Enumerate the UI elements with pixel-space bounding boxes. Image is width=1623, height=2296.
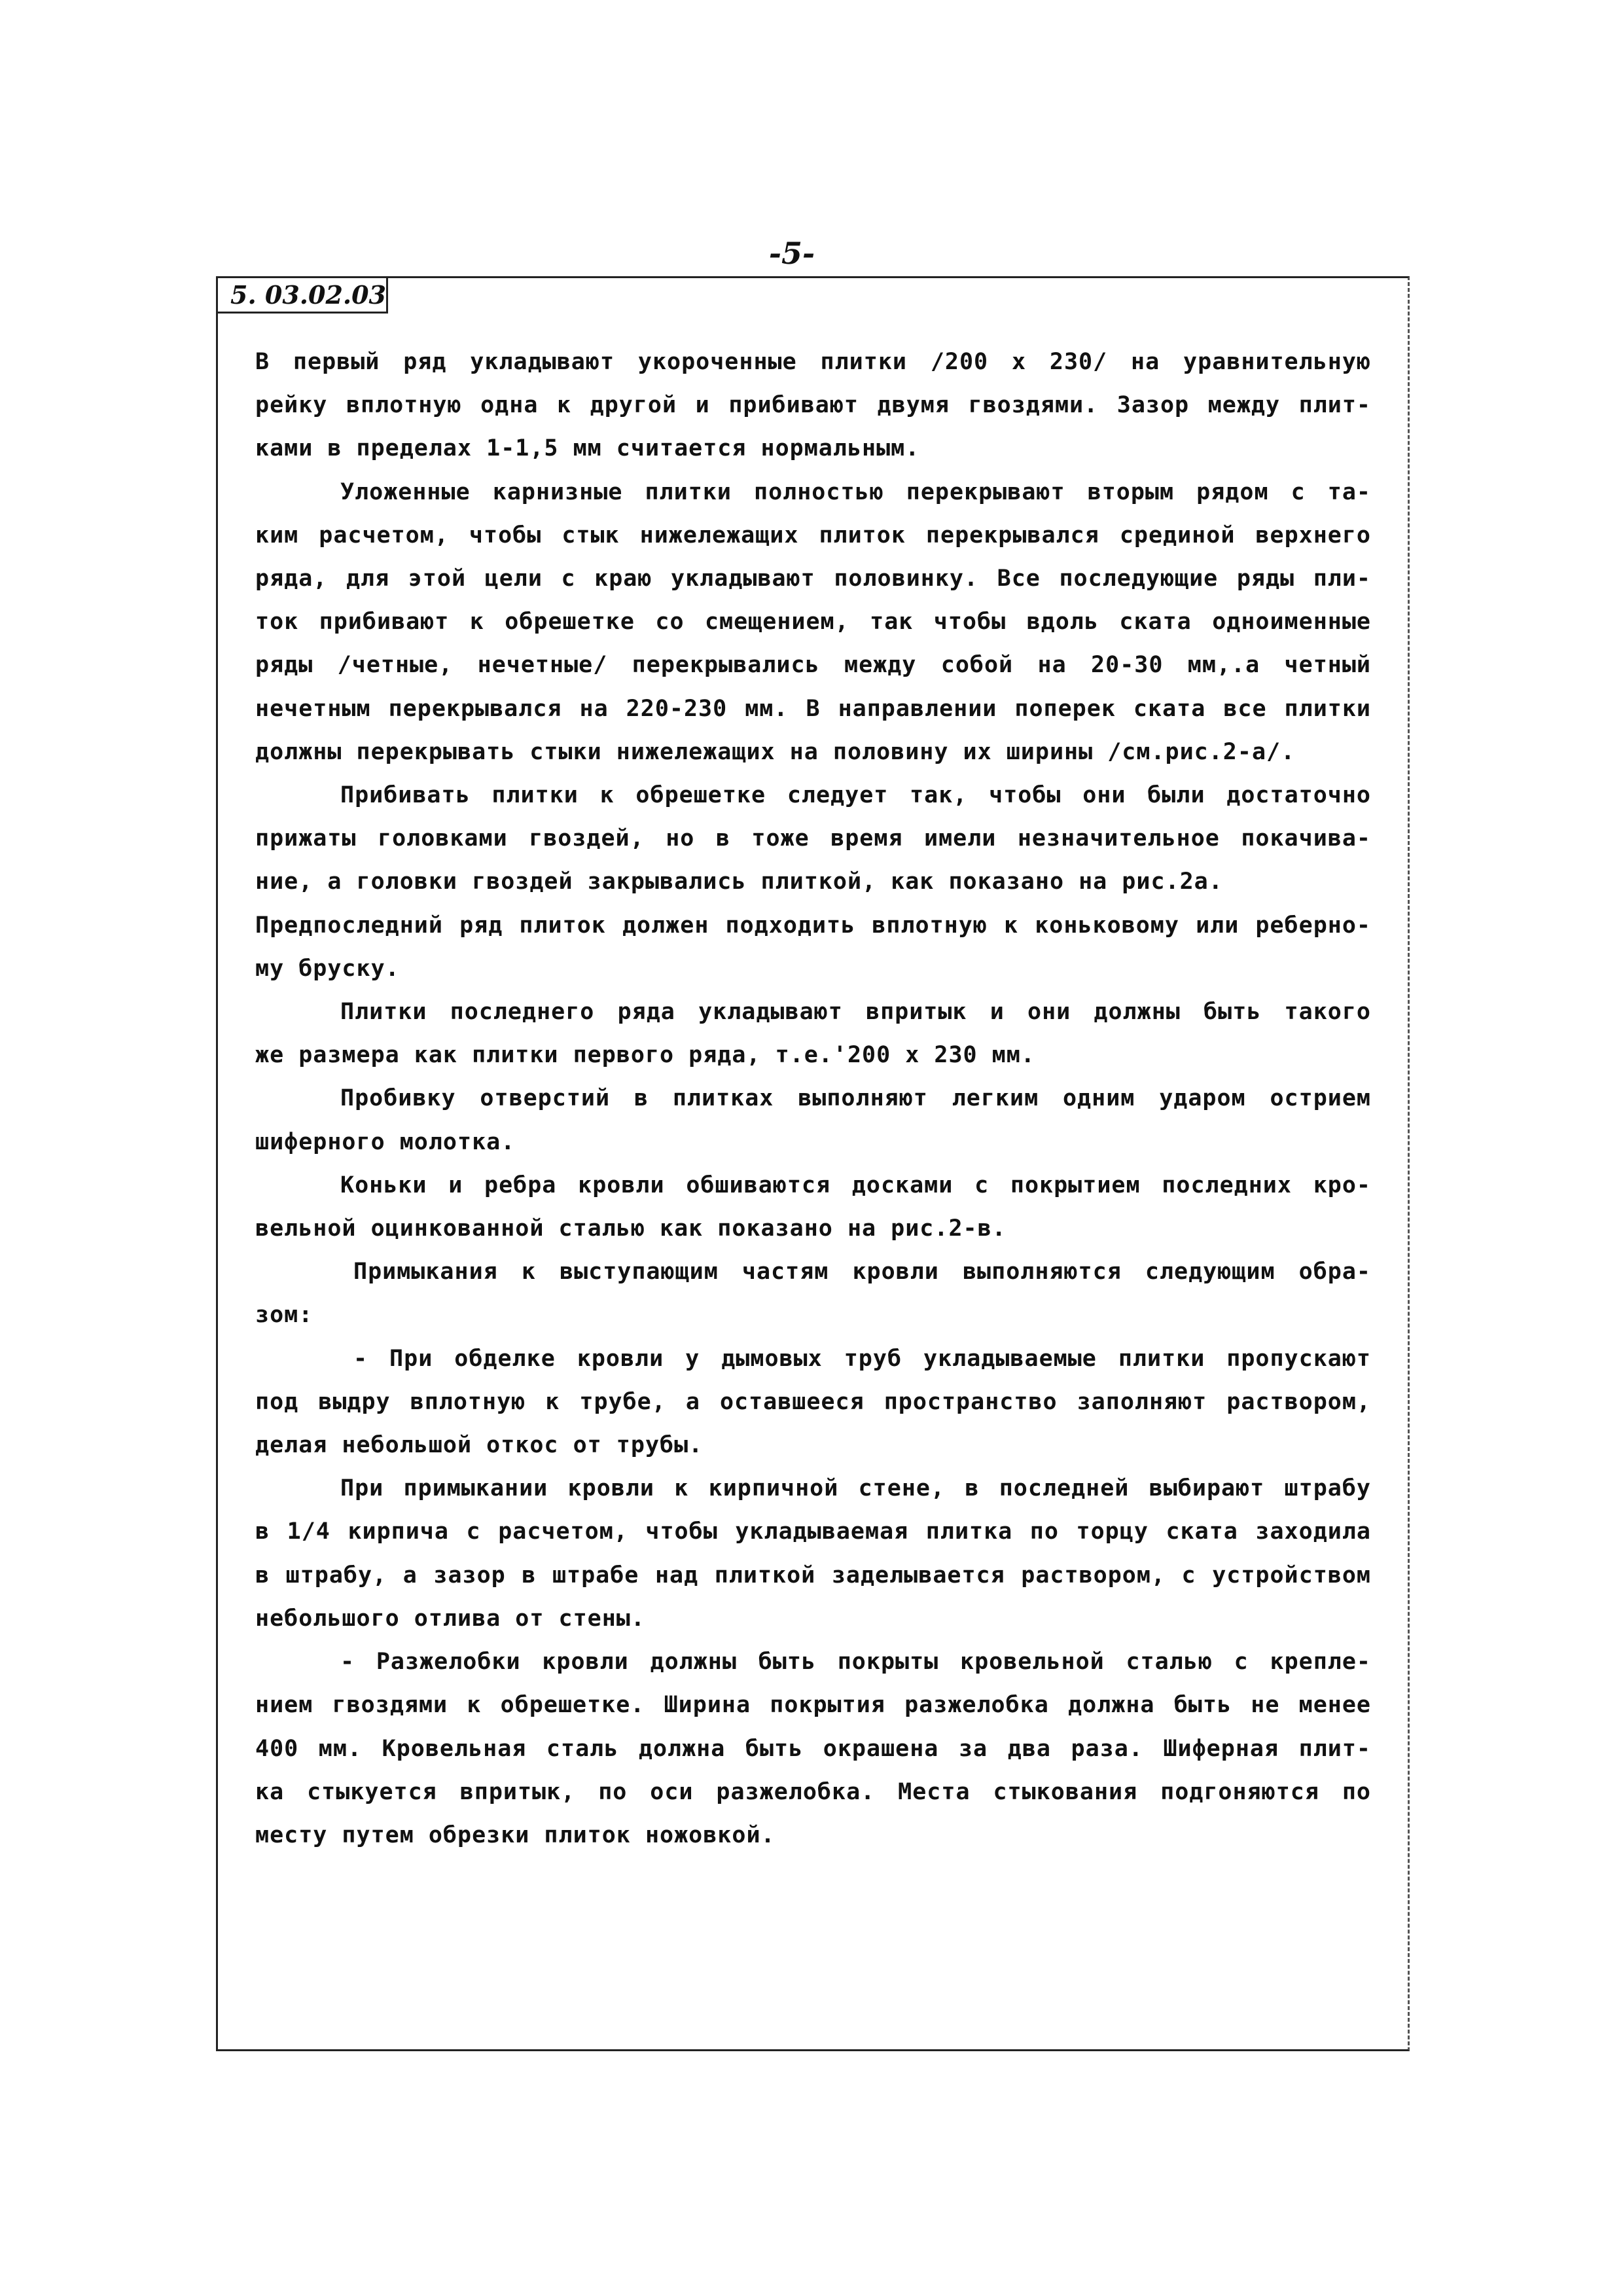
text-line: - Разжелобки кровли должны быть покрыты кровельной сталью с крепле- [340, 1649, 1371, 1676]
text-line: Примыкания к выступающим частям кровли выполняются следующим обра- [353, 1259, 1371, 1285]
text-line: в 1/4 кирпича с расчетом, чтобы укладываемая плитка по торцу ската заходила [255, 1518, 1371, 1545]
text-line: Плитки последнего ряда укладывают впритык и они должны быть такого [340, 999, 1371, 1026]
text-line: Пробивку отверстий в плитках выполняют легким одним ударом острием [340, 1085, 1371, 1112]
text-line: прижаты головками гвоздей, но в тоже время имели незначительное покачива- [255, 825, 1371, 852]
text-line: зом: [255, 1302, 313, 1329]
text-line: же размера как плитки первого ряда, т.е.'200 х 230 мм. [255, 1042, 1035, 1069]
text-line: шиферного молотка. [255, 1128, 516, 1155]
text-line: Уложенные карнизные плитки полностью перекрывают вторым рядом с та- [340, 478, 1371, 505]
text-line: ками в пределах 1-1,5 мм считается нормальным. [255, 435, 920, 462]
text-line: - При обделке кровли у дымовых труб укладываемые плитки пропускают [353, 1345, 1371, 1372]
text-line: ние, а головки гвоздей закрывались плиткой, как показано на рис.2а. [255, 869, 1223, 895]
text-line: нечетным перекрывался на 220-230 мм. В направлении поперек ската все плитки [255, 695, 1371, 722]
text-line: ка стыкуется впритык, по оси разжелобка. Места стыкования подгоняются по [255, 1778, 1371, 1805]
text-line: под выдру вплотную к трубе, а оставшееся пространство заполняют раствором, [255, 1388, 1371, 1415]
text-line: В первый ряд укладывают укороченные плитки /200 х 230/ на уравнительную [255, 349, 1371, 375]
text-line: делая небольшой откос от трубы. [255, 1432, 704, 1459]
text-line: ким расчетом, чтобы стык нижележащих плиток перекрывался срединой верхнего [255, 522, 1371, 548]
text-line: месту путем обрезки плиток ножовкой. [255, 1821, 776, 1848]
text-line: ряды /четные, нечетные/ перекрывались между собой на 20-30 мм,.а четный [255, 652, 1371, 679]
text-line: небольшого отлива от стены. [255, 1605, 645, 1632]
document-code: 5. 03.02.03 [230, 280, 387, 310]
text-line: ряда, для этой цели с краю укладывают половинку. Все последующие ряды пли- [255, 565, 1371, 592]
text-line: му бруску. [255, 955, 400, 982]
text-line: Коньки и ребра кровли обшиваются досками с покрытием последних кро- [340, 1172, 1371, 1198]
text-line: рейку вплотную одна к другой и прибивают двумя гвоздями. Зазор между плит- [255, 392, 1371, 419]
text-line: должны перекрывать стыки нижележащих на половину их ширины /см.рис.2-а/. [255, 738, 1296, 765]
text-line: 400 мм. Кровельная сталь должна быть окрашена за два раза. Шиферная плит- [255, 1735, 1371, 1762]
text-line: ток прибивают к обрешетке со смещением, так чтобы вдоль ската одноименные [255, 609, 1371, 636]
body-text [255, 340, 1371, 1857]
text-line: При примыкании кровли к кирпичной стене, в последней выбирают штрабу [340, 1475, 1371, 1502]
text-line: в штрабу, а зазор в штрабе над плиткой заделывается раствором, с устройством [255, 1562, 1371, 1588]
text-line: Предпоследний ряд плиток должен подходить вплотную к коньковому или реберно- [255, 912, 1371, 939]
text-line: нием гвоздями к обрешетке. Ширина покрытия разжелобка должна быть не менее [255, 1692, 1371, 1719]
page-number: -5- [768, 236, 815, 271]
text-line: вельной оцинкованной сталью как показано на рис.2-в. [255, 1215, 1007, 1242]
text-line: Прибивать плитки к обрешетке следует так, чтобы они были достаточно [340, 782, 1371, 809]
